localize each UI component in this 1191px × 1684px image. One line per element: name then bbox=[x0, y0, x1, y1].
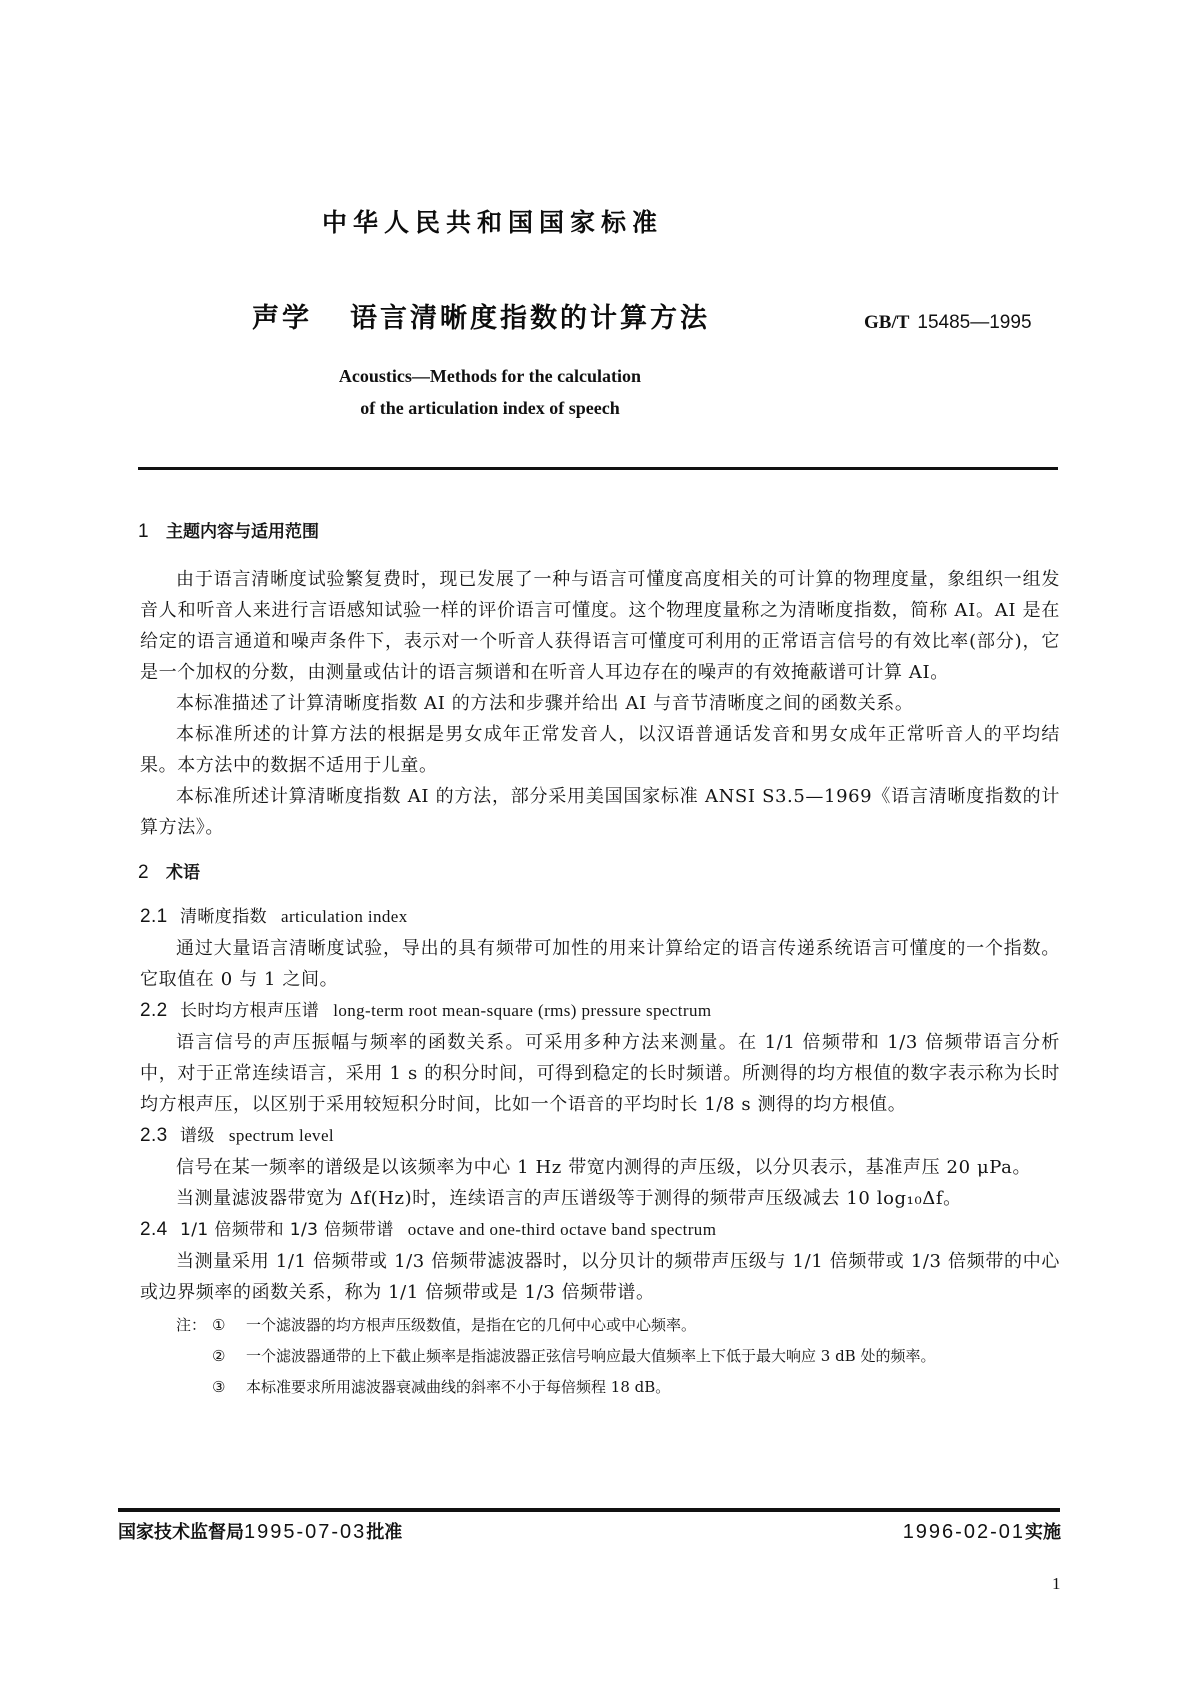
approval-suffix: 批准 bbox=[366, 1522, 403, 1543]
english-title-line1: Acoustics—Methods for the calculation bbox=[338, 366, 642, 386]
term-number: 2.4 bbox=[140, 1219, 168, 1240]
term-en: long-term root mean-square (rms) pressure spectrum bbox=[333, 1001, 712, 1020]
note-item bbox=[140, 1372, 1060, 1403]
section-title: 术语 bbox=[166, 863, 200, 883]
paragraph: 本标准所述的计算方法的根据是男女成年正常发音人，以汉语普通话发音和男女成年正常听音人的平均结果。本方法中的数据不适用于儿童。 bbox=[140, 724, 1060, 776]
term-zh: 清晰度指数 bbox=[180, 907, 267, 927]
standard-code-prefix: GB/T bbox=[864, 312, 910, 333]
effective-info bbox=[903, 1518, 1061, 1544]
term-en: spectrum level bbox=[228, 1126, 335, 1145]
term-definition: 信号在某一频率的谱级是以该频率为中心 1 Hz 带宽内测得的声压级，以分贝表示，基准声压 20 μPa。 bbox=[176, 1157, 1032, 1178]
effective-date: 1996-02-01 bbox=[902, 1521, 1025, 1543]
approval-info bbox=[118, 1518, 402, 1544]
term-definition: 当测量采用 1/1 倍频带或 1/3 倍频带滤波器时，以分贝计的频带声压级与 1/1 倍频带或 1/3 倍频带的中心或边界频率的函数关系，称为 1/1 倍频带或是 1/3 倍频带谱。 bbox=[140, 1251, 1060, 1303]
paragraph: 本标准描述了计算清晰度指数 AI 的方法和步骤并给出 AI 与音节清晰度之间的函数关系。 bbox=[176, 693, 914, 714]
term-zh: 长时均方根声压谱 bbox=[180, 1001, 320, 1021]
section-title: 主题内容与适用范围 bbox=[166, 522, 319, 542]
section-2-heading bbox=[138, 857, 1060, 889]
note-text: 一个滤波器的均方根声压级数值，是指在它的几何中心或中心频率。 bbox=[246, 1316, 697, 1334]
term-number: 2.2 bbox=[140, 1000, 168, 1021]
term-zh: 谱级 bbox=[180, 1126, 215, 1146]
note-text: 一个滤波器通带的上下截止频率是指滤波器正弦信号响应最大值频率上下低于最大响应 3 dB 处的频率。 bbox=[246, 1347, 936, 1365]
standard-type-heading: 中华人民共和国国家标准 bbox=[322, 208, 664, 237]
title-main: 语言清晰度指数的计算方法 bbox=[350, 303, 710, 334]
title-prefix: 声学 bbox=[252, 303, 312, 334]
approval-date: 1995-07-03 bbox=[244, 1521, 367, 1543]
note-text: 本标准要求所用滤波器衰减曲线的斜率不小于每倍频程 18 dB。 bbox=[246, 1378, 671, 1396]
document-body bbox=[140, 516, 1060, 1403]
term-definition: 通过大量语言清晰度试验，导出的具有频带可加性的用来计算给定的语言传递系统语言可懂度的一个指数。它取值在 0 与 1 之间。 bbox=[140, 938, 1060, 990]
term-number: 2.3 bbox=[140, 1125, 168, 1146]
english-title bbox=[300, 360, 680, 424]
section-number: 1 bbox=[138, 521, 149, 542]
term-definition: 当测量滤波器带宽为 Δf(Hz)时，连续语言的声压谱级等于测得的频带声压级减去 10 log₁₀Δf。 bbox=[176, 1188, 962, 1209]
english-title-line2: of the articulation index of speech bbox=[360, 398, 620, 418]
section-number: 2 bbox=[138, 862, 149, 883]
term-2-1-heading bbox=[140, 901, 1060, 933]
notes-list bbox=[140, 1310, 1060, 1403]
term-zh: 1/1 倍频带和 1/3 倍频带谱 bbox=[180, 1220, 394, 1240]
header-divider bbox=[138, 467, 1058, 470]
note-item bbox=[140, 1310, 1060, 1341]
page-number: 1 bbox=[1052, 1574, 1061, 1593]
standard-code bbox=[864, 311, 1032, 334]
note-marker: ③ bbox=[212, 1378, 226, 1396]
term-en: octave and one-third octave band spectrum bbox=[407, 1220, 717, 1239]
term-number: 2.1 bbox=[140, 906, 168, 927]
standard-code-number: 15485—1995 bbox=[917, 312, 1032, 333]
term-definition: 语言信号的声压振幅与频率的函数关系。可采用多种方法来测量。在 1/1 倍频带和 1/3 倍频带语言分析中，对于正常连续语言，采用 1 s 的积分时间，可得到稳定的长时频谱。所测得的均方根值的数字表示称为长时均方根声压，以区别于采用较短积分时间，比如一个语音的平均时长 1/8 s 测得的均方根值。 bbox=[140, 1032, 1060, 1115]
notes-label: 注： bbox=[176, 1316, 207, 1334]
approval-org: 国家技术监督局 bbox=[118, 1522, 244, 1543]
note-marker: ② bbox=[212, 1347, 226, 1365]
note-item bbox=[140, 1341, 1060, 1372]
term-2-2-heading bbox=[140, 995, 1060, 1027]
paragraph: 由于语言清晰度试验繁复费时，现已发展了一种与语言可懂度高度相关的可计算的物理度量，象组织一组发音人和听音人来进行言语感知试验一样的评价语言可懂度。这个物理度量称之为清晰度指数，简称 AI。AI 是在给定的语言通道和噪声条件下，表示对一个听音人获得语言可懂度可利用的正常语言信号的有效比率(部分)，它是一个加权的分数，由测量或估计的语言频谱和在听音人耳边存在的噪声的有效掩蔽谱可计算 AI。 bbox=[140, 569, 1060, 683]
term-2-4-heading bbox=[140, 1214, 1060, 1246]
document-title bbox=[252, 296, 710, 335]
term-2-3-heading bbox=[140, 1120, 1060, 1152]
paragraph: 本标准所述计算清晰度指数 AI 的方法，部分采用美国国家标准 ANSI S3.5—1969《语言清晰度指数的计算方法》。 bbox=[140, 786, 1060, 838]
section-1-heading bbox=[138, 516, 1060, 548]
term-en: articulation index bbox=[281, 907, 408, 926]
effective-suffix: 实施 bbox=[1025, 1522, 1061, 1543]
footer-divider bbox=[118, 1508, 1060, 1512]
note-marker: ① bbox=[212, 1316, 226, 1334]
